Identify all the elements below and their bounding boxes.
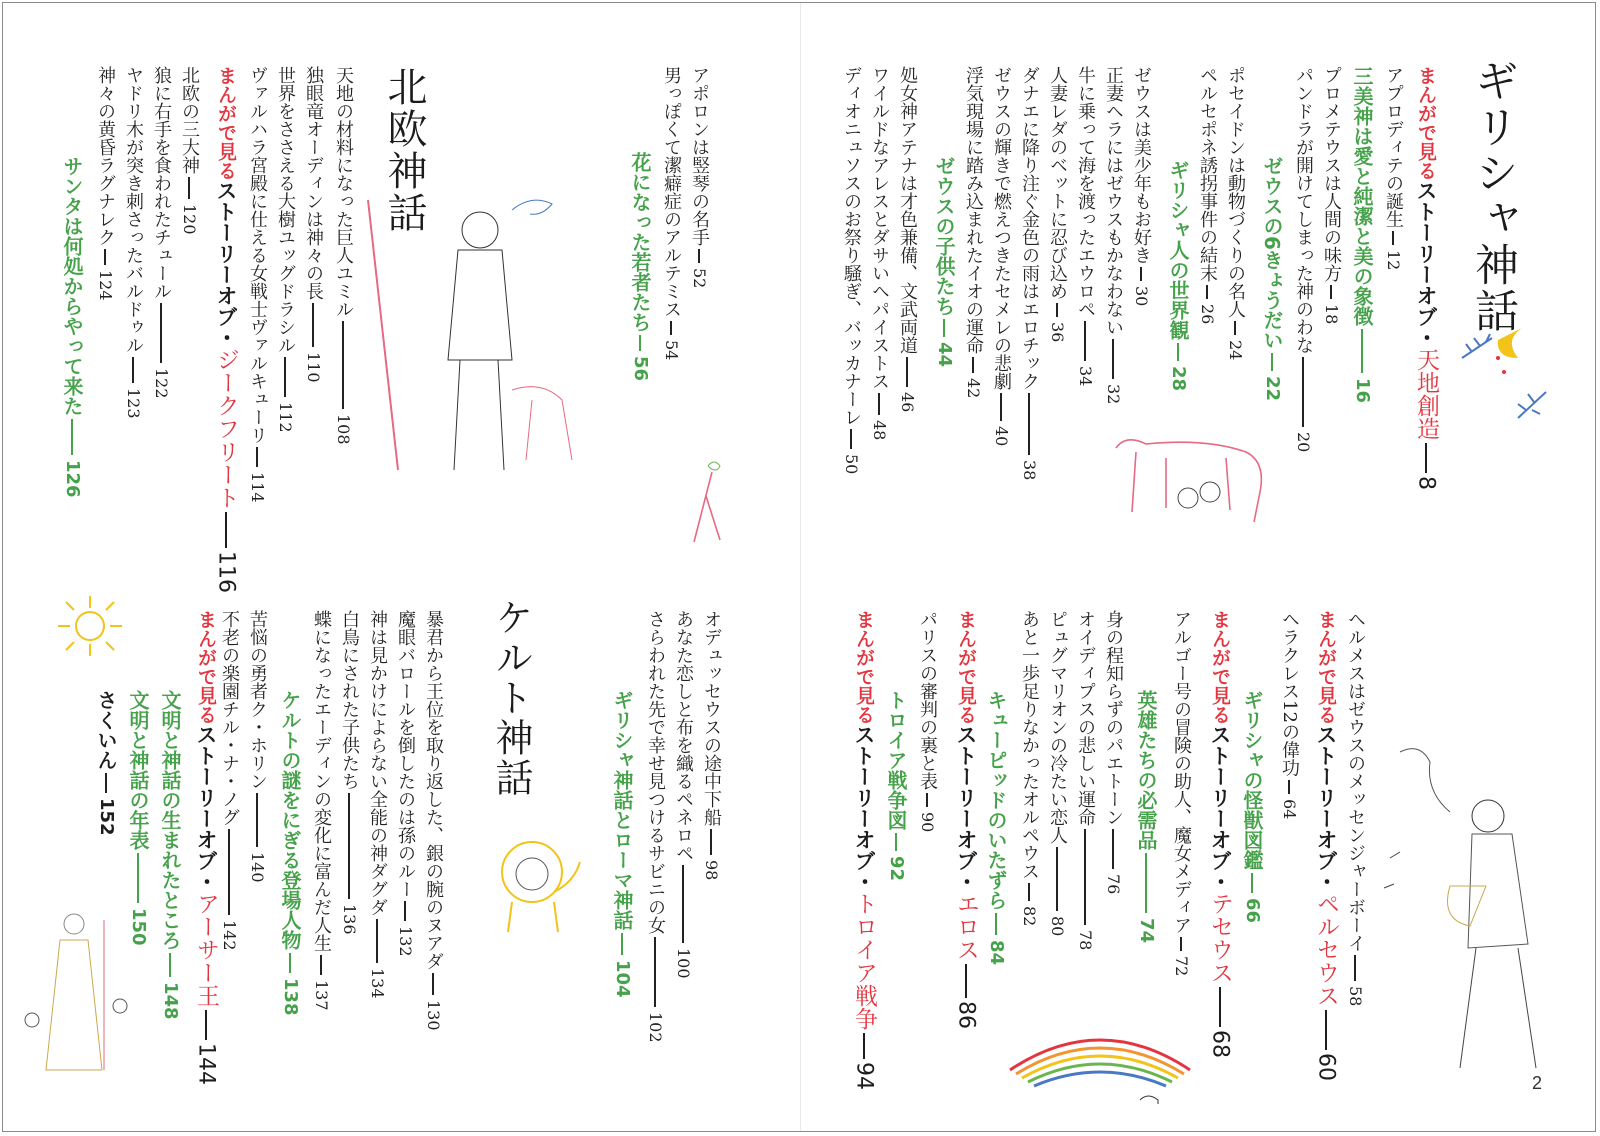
story-label: ストーリーオブ・ [1208, 724, 1232, 892]
toc-entry[interactable]: ダナエに降り注ぐ金色の雨はエロチック 38 [1019, 66, 1040, 481]
tree-branch-illustration [688, 456, 728, 546]
toc-entry[interactable]: 世界をささえる大樹ユッグドラシル 112 [275, 66, 296, 433]
manga-label: まんがで見る [1315, 610, 1337, 724]
toc-entry[interactable]: ディオニュソスのお祭り騒ぎ、バッカナーレ 50 [841, 66, 862, 475]
page-number: 86 [953, 1001, 979, 1029]
toc-entry[interactable]: ゼウスは美少年もお好き 30 [1131, 66, 1152, 307]
toc-entry[interactable]: ゼウスの輝きで燃えつきたセメレの悲劇 40 [991, 66, 1012, 447]
manga-label: まんがで見る [1209, 610, 1231, 724]
page-number: 116 [213, 551, 239, 593]
toc-entry[interactable]: 狼に右手を食われたチュール 122 [151, 66, 172, 399]
toc-entry[interactable]: 浮気現場に踏み込まれたイオの運命 42 [963, 66, 984, 399]
greek-manga-eros[interactable] [954, 610, 977, 1029]
toc-entry[interactable]: ギリシャ神話とローマ神話 104 [610, 690, 634, 998]
toc-entry[interactable]: あと一歩足りなかったオルペウス 82 [1019, 610, 1040, 927]
toc-entry[interactable]: キューピッドのいたずら 84 [984, 690, 1008, 966]
king-arthur-illustration [16, 910, 186, 1080]
toc-entry[interactable]: 北欧の三大神 120 [179, 66, 200, 235]
toc-entry[interactable]: ペルセポネ誘拐事件の結末 26 [1197, 66, 1218, 325]
story-title: ペルセウス [1313, 892, 1339, 1007]
page-number: 2 [1531, 1073, 1542, 1093]
story-label: ストーリーオブ・ [1414, 180, 1438, 348]
toc-entry[interactable]: 天地の材料になった巨人ユミル 108 [333, 66, 354, 445]
page-number: 68 [1207, 1030, 1233, 1058]
toc-entry[interactable]: ゼウスの子供たち 44 [932, 156, 956, 368]
she-wolf-illustration [1106, 428, 1276, 528]
story-label: ストーリーオブ・ [954, 724, 978, 892]
page-number: 94 [851, 1062, 877, 1090]
index-entry[interactable]: さくいん 152 [94, 690, 118, 836]
toc-entry[interactable]: 神々の黄昏ラグナレク 124 [95, 66, 116, 301]
greek-manga-perseus[interactable] [1314, 610, 1337, 1081]
sun-icon [52, 592, 132, 662]
rainbow-illustration [1006, 1020, 1196, 1110]
story-title: 天地創造 [1413, 348, 1439, 440]
toc-entry[interactable]: 正妻ヘラにはゼウスもかなわない 32 [1103, 66, 1124, 405]
manga-label: まんがで見る [853, 610, 875, 724]
toc-entry[interactable]: 処女神アテナは才色兼備、文武両道 46 [897, 66, 918, 413]
celtic-section-title: ケルト神話 [489, 598, 533, 798]
toc-entry[interactable]: オデュッセウスの途中下船 98 [701, 610, 722, 881]
toc-entry[interactable]: ポセイドンは動物づくりの名人 24 [1225, 66, 1246, 361]
toc-entry[interactable]: 男っぽくて潔癖症のアルテミス 54 [661, 66, 682, 361]
toc-entry[interactable]: ヤドリ木が突き刺さったバルドゥル 123 [123, 66, 144, 419]
toc-entry[interactable]: 英雄たちの必需品 74 [1134, 690, 1158, 944]
greek-manga-creation[interactable] [1414, 66, 1437, 490]
toc-entry[interactable]: 人妻レダのベットに忍び込め 36 [1047, 66, 1068, 343]
page-gutter [800, 3, 801, 1131]
greek-manga-theseus[interactable] [1208, 610, 1231, 1058]
story-label: ストーリーオブ・ [1314, 724, 1338, 892]
toc-entry[interactable]: 文明と神話の生まれたところ 148 [158, 690, 182, 1020]
story-title: テセウス [1207, 892, 1233, 984]
toc-entry[interactable]: ヘルメスはゼウスのメッセンジャーボーイ 58 [1345, 610, 1366, 1007]
toc-entry[interactable]: ヘラクレス12の偉功 64 [1279, 610, 1300, 820]
story-title: アーサー王 [193, 892, 219, 1007]
toc-entry[interactable]: ケルトの謎をにぎる登場人物 138 [278, 690, 302, 1016]
toc-entry[interactable]: 神は見かけによらない全能の神ダグダ 134 [367, 610, 388, 999]
toc-entry[interactable]: サンタは何処からやって来た 126 [60, 156, 84, 498]
toc-entry[interactable]: 身の程知らずのパエトーン 76 [1103, 610, 1124, 895]
toc-entry[interactable]: 文明と神話の年表 150 [126, 690, 150, 946]
toc-entry[interactable]: 三美神は愛と純潔と美の象徴 16 [1350, 66, 1374, 404]
toc-entry[interactable]: オイディプスの悲しい運命 78 [1075, 610, 1096, 951]
toc-entry[interactable]: ギリシャ人の世界観 28 [1166, 160, 1190, 392]
page-number: 60 [1313, 1053, 1339, 1081]
story-label: ストーリーオブ・ [852, 724, 876, 892]
toc-entry[interactable]: 不老の楽園チル・ナ・ノグ 142 [219, 610, 240, 951]
toc-entry[interactable]: ギリシャの怪獣図鑑 66 [1240, 690, 1264, 924]
toc-entry[interactable]: パリスの審判の裏と表 90 [917, 610, 938, 833]
norse-section-title: 北欧神話 [381, 66, 427, 234]
toc-entry[interactable]: 魔眼バロールを倒したのは孫のルー 132 [395, 610, 416, 957]
manga-label: まんがで見る [1415, 66, 1437, 180]
story-title: ジークフリート [213, 348, 239, 509]
story-label: ストーリーオブ・ [194, 724, 218, 892]
odin-warrior-illustration [362, 190, 602, 490]
toc-entry[interactable]: 独眼竜オーディンは神々の長 110 [303, 66, 324, 383]
story-title: エロス [953, 892, 979, 961]
leader-line [1425, 443, 1427, 473]
manga-label: まんがで見る [215, 66, 237, 180]
crescent-moon-illustration [1452, 318, 1562, 438]
toc-entry[interactable]: ゼウスの6きょうだい 22 [1260, 156, 1284, 401]
toc-entry[interactable]: アポロンは竪琴の名手 52 [689, 66, 710, 289]
greek-section-title: ギリシャ神話 [1467, 58, 1518, 334]
toc-entry[interactable]: あなた恋しと布を織るペネロペ 100 [673, 610, 694, 979]
manga-label: まんがで見る [195, 610, 217, 724]
story-label: ストーリーオブ・ [214, 180, 238, 348]
celtic-manga-arthur[interactable] [194, 610, 217, 1085]
toc-entry[interactable]: ワイルドなアレスとダサいヘパイストス 48 [869, 66, 890, 441]
toc-entry[interactable]: 暴君から王位を取り返した、銀の腕のヌアダ 130 [423, 610, 444, 1031]
norse-manga-siegfried[interactable] [214, 66, 237, 593]
toc-entry[interactable]: 蝶になったエーディンの変化に富んだ人生 137 [311, 610, 332, 1011]
toc-entry[interactable]: アプロディテの誕生 12 [1383, 66, 1404, 271]
toc-entry[interactable]: ピュグマリオンの冷たい恋人 80 [1047, 610, 1068, 937]
manga-label: まんがで見る [955, 610, 977, 724]
story-title: トロイア戦争 [851, 892, 877, 1030]
toc-entry[interactable]: パンドラが開けてしまった神のわな 20 [1293, 66, 1314, 453]
toc-entry[interactable]: さらわれた先で幸せ見つけるサビニの女 102 [645, 610, 666, 1043]
greek-manga-trojan-war[interactable] [852, 610, 875, 1090]
toc-entry[interactable]: ヴァルハラ宮殿に仕える女戦士ヴァルキューリ 114 [247, 66, 268, 503]
toc-entry[interactable]: 牛に乗って海を渡ったエウロペ 34 [1075, 66, 1096, 387]
toc-entry[interactable]: アルゴー号の冒険の助人、魔女メディア 72 [1171, 610, 1192, 977]
toc-entry[interactable]: プロメテウスは人間の味方 18 [1321, 66, 1342, 325]
toc-entry[interactable]: 花になった若者たち 56 [628, 152, 652, 382]
page-number: 144 [193, 1043, 219, 1085]
toc-entry[interactable]: トロイア戦争図 92 [884, 690, 908, 882]
lion-illustration [494, 832, 584, 942]
toc-entry[interactable]: 白鳥にされた子供たち 136 [339, 610, 360, 935]
page-number: 8 [1413, 476, 1439, 490]
toc-entry[interactable]: 苦悩の勇者ク・ホリン 140 [247, 610, 268, 883]
apollo-lyre-illustration [1380, 738, 1560, 1088]
